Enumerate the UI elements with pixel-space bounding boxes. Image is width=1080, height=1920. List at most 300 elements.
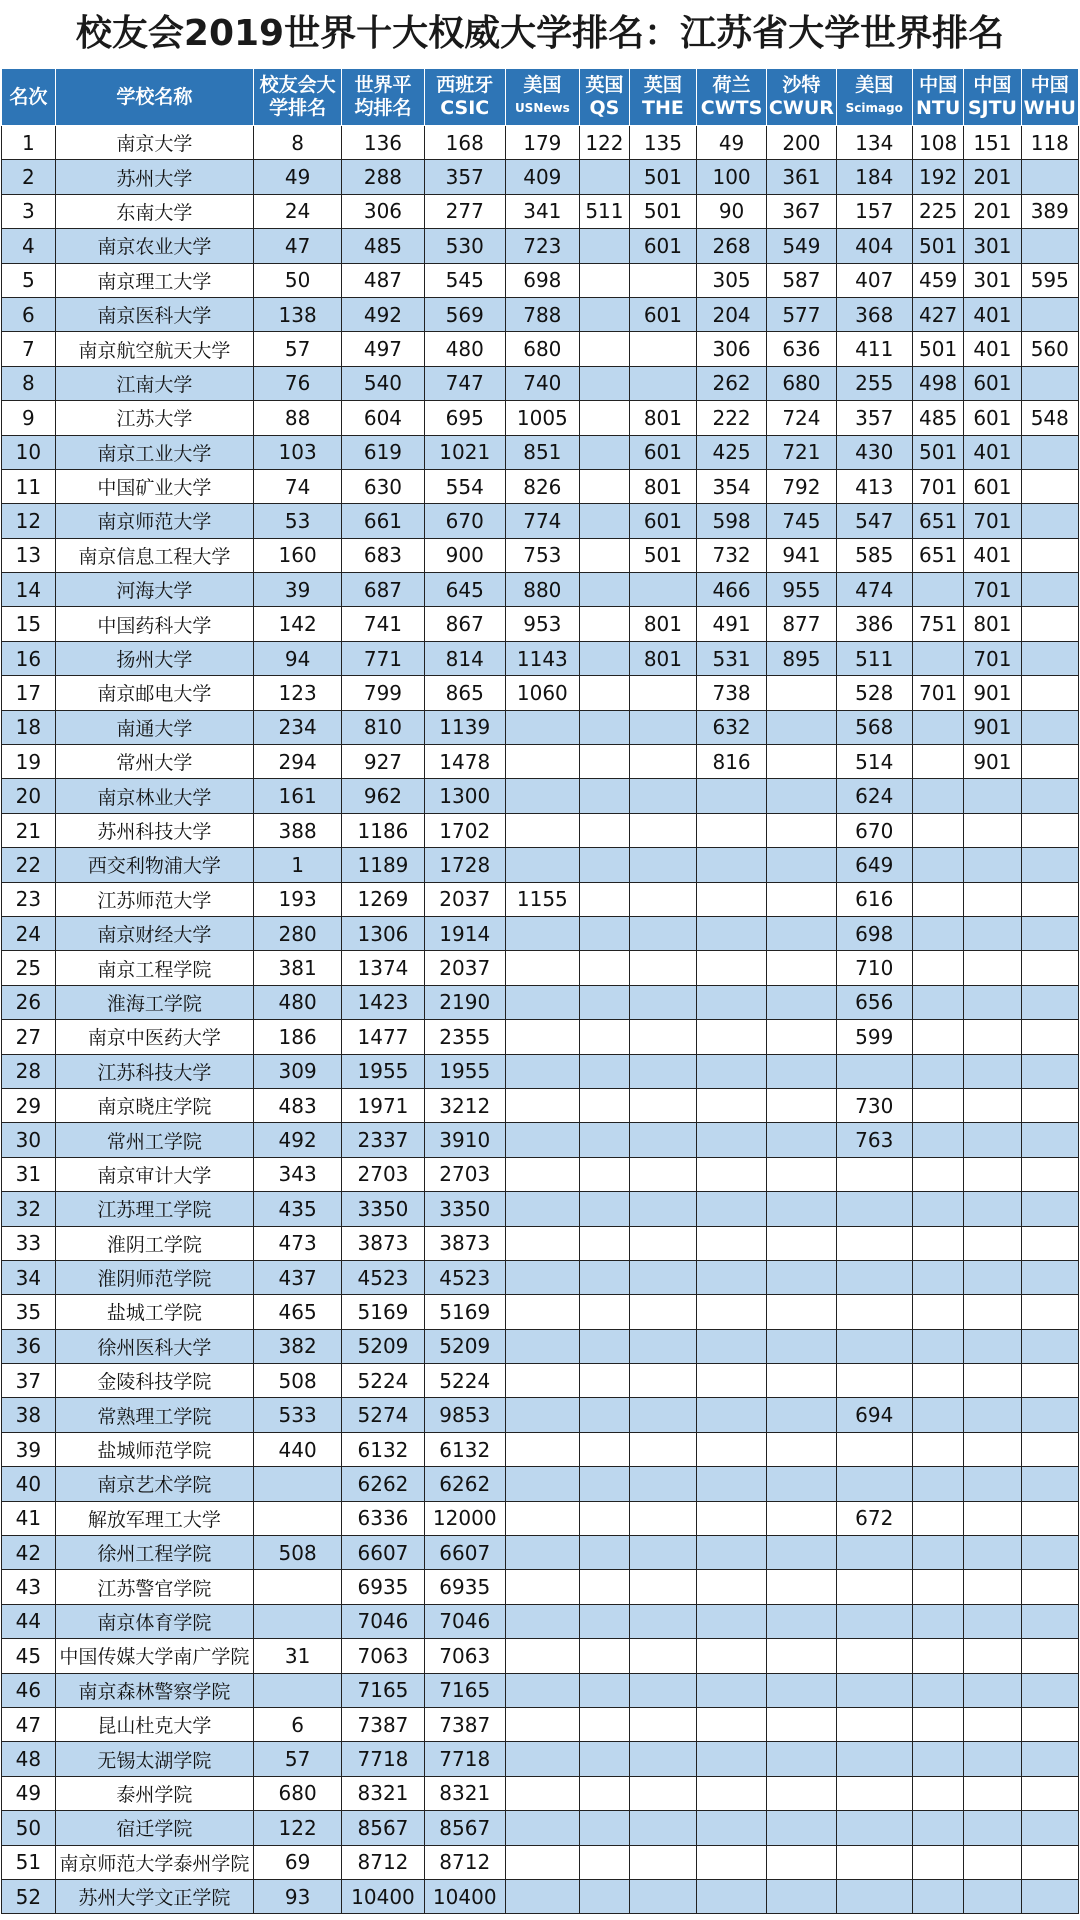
cell-scimago [836,1879,912,1913]
cell-ntu [912,951,963,985]
cell-sjtu [964,1054,1021,1088]
cell-scimago [836,1157,912,1191]
header-usnews-line1: 美国 [523,74,562,96]
table-row [2,1364,1079,1398]
cell-rank: 6 [2,297,56,331]
cell-cwur [767,1329,836,1363]
cell-cuaa-rank: 309 [253,1054,341,1088]
cell-scimago: 568 [836,710,912,744]
header-scimago-line2: Scimago [845,101,903,115]
cell-cwur [767,1673,836,1707]
header-cwur-line1: 沙特 [782,74,821,96]
cell-ntu [912,779,963,813]
cell-cwur [767,1501,836,1535]
cell-rank: 35 [2,1295,56,1329]
cell-world-avg-rank: 1423 [342,985,424,1019]
cell-school-name: 南京大学 [55,126,253,160]
header-ntu-line2: NTU [915,97,961,119]
cell-scimago: 710 [836,951,912,985]
cell-usnews: 1155 [505,882,579,916]
cell-ntu [912,882,963,916]
cell-cwts [696,1260,766,1294]
cell-school-name: 苏州大学 [55,160,253,194]
cell-scimago: 514 [836,745,912,779]
cell-world-avg-rank: 810 [342,710,424,744]
cell-ntu [912,813,963,847]
cell-sjtu: 401 [964,297,1021,331]
cell-cuaa-rank: 31 [253,1639,341,1673]
header-usnews [505,69,579,126]
header-qs-line2: QS [589,97,620,119]
cell-scimago [836,1226,912,1260]
cell-sjtu: 201 [964,194,1021,228]
cell-csic: 2355 [424,1020,505,1054]
cell-world-avg-rank: 1269 [342,882,424,916]
cell-csic: 5209 [424,1329,505,1363]
cell-scimago: 404 [836,229,912,263]
cell-school-name: 南京工业大学 [55,435,253,469]
cell-scimago [836,1845,912,1879]
cell-cuaa-rank: 47 [253,229,341,263]
cell-cwur: 587 [767,263,836,297]
cell-qs [579,366,629,400]
cell-whu [1021,951,1078,985]
cell-csic: 747 [424,366,505,400]
cell-csic: 7718 [424,1742,505,1776]
cell-cwts [696,1157,766,1191]
cell-school-name: 南京审计大学 [55,1157,253,1191]
cell-the [629,745,696,779]
cell-ntu: 651 [912,538,963,572]
cell-qs [579,1260,629,1294]
cell-school-name: 南京农业大学 [55,229,253,263]
cell-whu: 389 [1021,194,1078,228]
cell-sjtu [964,1604,1021,1638]
cell-school-name: 中国药科大学 [55,607,253,641]
cell-scimago: 157 [836,194,912,228]
cell-qs [579,229,629,263]
cell-usnews: 341 [505,194,579,228]
cell-scimago: 134 [836,126,912,160]
cell-cuaa-rank: 343 [253,1157,341,1191]
table-row [2,1088,1079,1122]
cell-scimago: 528 [836,676,912,710]
cell-whu [1021,607,1078,641]
cell-usnews [505,1707,579,1741]
cell-ntu: 501 [912,435,963,469]
cell-scimago [836,1707,912,1741]
cell-school-name: 南京航空航天大学 [55,332,253,366]
cell-whu [1021,1295,1078,1329]
cell-cuaa-rank: 122 [253,1811,341,1845]
cell-school-name: 南京财经大学 [55,916,253,950]
cell-sjtu: 401 [964,538,1021,572]
cell-sjtu [964,1364,1021,1398]
cell-csic: 10400 [424,1879,505,1913]
cell-cuaa-rank: 1 [253,848,341,882]
cell-rank: 16 [2,641,56,675]
cell-usnews [505,1329,579,1363]
header-usnews-line2: USNews [514,101,570,115]
cell-sjtu [964,985,1021,1019]
cell-whu [1021,469,1078,503]
header-world-avg-rank-line1: 世界平 [354,74,412,96]
cell-qs [579,297,629,331]
header-the-line1: 英国 [643,74,682,96]
cell-world-avg-rank: 3873 [342,1226,424,1260]
cell-cwts [696,1673,766,1707]
cell-cwur [767,1811,836,1845]
cell-world-avg-rank: 497 [342,332,424,366]
cell-usnews: 740 [505,366,579,400]
cell-rank: 28 [2,1054,56,1088]
cell-the [629,1570,696,1604]
cell-whu [1021,1776,1078,1810]
cell-world-avg-rank: 741 [342,607,424,641]
cell-ntu [912,1088,963,1122]
cell-world-avg-rank: 7387 [342,1707,424,1741]
cell-cwur [767,1845,836,1879]
cell-cwur [767,1742,836,1776]
cell-cuaa-rank: 76 [253,366,341,400]
cell-rank: 17 [2,676,56,710]
cell-cuaa-rank: 6 [253,1707,341,1741]
cell-cwur [767,1776,836,1810]
cell-the: 501 [629,538,696,572]
header-qs [579,69,629,126]
cell-cwts [696,1501,766,1535]
cell-world-avg-rank: 6132 [342,1432,424,1466]
cell-rank: 10 [2,435,56,469]
cell-school-name: 南京晓庄学院 [55,1088,253,1122]
cell-qs [579,538,629,572]
cell-school-name: 南京师范大学泰州学院 [55,1845,253,1879]
cell-the [629,916,696,950]
cell-cwts [696,1811,766,1845]
table-row [2,1432,1079,1466]
cell-sjtu: 151 [964,126,1021,160]
cell-rank: 23 [2,882,56,916]
cell-usnews: 826 [505,469,579,503]
cell-cwur [767,1432,836,1466]
cell-scimago: 730 [836,1088,912,1122]
cell-school-name: 南京艺术学院 [55,1467,253,1501]
header-whu-line1: 中国 [1030,74,1069,96]
cell-world-avg-rank: 2337 [342,1123,424,1157]
cell-cwts [696,1707,766,1741]
cell-whu [1021,366,1078,400]
table-row [2,1054,1079,1088]
cell-ntu [912,710,963,744]
cell-sjtu [964,1811,1021,1845]
cell-school-name: 南通大学 [55,710,253,744]
cell-sjtu [964,1639,1021,1673]
cell-cwur: 361 [767,160,836,194]
cell-rank: 22 [2,848,56,882]
cell-rank: 50 [2,1811,56,1845]
cell-rank: 5 [2,263,56,297]
cell-sjtu [964,1192,1021,1226]
cell-rank: 27 [2,1020,56,1054]
table-row [2,1192,1079,1226]
cell-cuaa-rank [253,1570,341,1604]
cell-sjtu: 401 [964,332,1021,366]
cell-the: 601 [629,435,696,469]
cell-cwur: 724 [767,401,836,435]
table-row [2,848,1079,882]
cell-sjtu: 601 [964,366,1021,400]
cell-sjtu [964,1845,1021,1879]
cell-world-avg-rank: 927 [342,745,424,779]
cell-whu [1021,1811,1078,1845]
table-row [2,1673,1079,1707]
cell-csic: 7046 [424,1604,505,1638]
cell-usnews [505,985,579,1019]
cell-the [629,1157,696,1191]
cell-cwts: 738 [696,676,766,710]
cell-csic: 3910 [424,1123,505,1157]
cell-scimago [836,1329,912,1363]
cell-ntu: 701 [912,469,963,503]
cell-rank: 13 [2,538,56,572]
cell-scimago: 649 [836,848,912,882]
cell-qs [579,1845,629,1879]
cell-cwur [767,1226,836,1260]
cell-world-avg-rank: 687 [342,573,424,607]
cell-cuaa-rank: 69 [253,1845,341,1879]
table-row [2,1845,1079,1879]
cell-usnews [505,916,579,950]
cell-scimago [836,1536,912,1570]
cell-school-name: 苏州大学文正学院 [55,1879,253,1913]
cell-world-avg-rank: 799 [342,676,424,710]
cell-sjtu [964,1123,1021,1157]
cell-world-avg-rank: 136 [342,126,424,160]
header-sjtu-line1: 中国 [973,74,1012,96]
cell-sjtu: 801 [964,607,1021,641]
cell-cwts: 204 [696,297,766,331]
cell-qs [579,263,629,297]
header-scimago-line1: 美国 [855,74,894,96]
cell-scimago: 413 [836,469,912,503]
cell-ntu [912,1570,963,1604]
cell-school-name: 河海大学 [55,573,253,607]
cell-cwts [696,1467,766,1501]
cell-cuaa-rank: 492 [253,1123,341,1157]
cell-qs: 122 [579,126,629,160]
cell-the [629,1879,696,1913]
cell-cwur [767,813,836,847]
cell-ntu [912,1776,963,1810]
cell-rank: 31 [2,1157,56,1191]
cell-csic: 4523 [424,1260,505,1294]
cell-cwur [767,1570,836,1604]
header-cwts-line1: 荷兰 [712,74,751,96]
cell-school-name: 徐州医科大学 [55,1329,253,1363]
cell-world-avg-rank: 7046 [342,1604,424,1638]
cell-whu [1021,1157,1078,1191]
cell-school-name: 中国传媒大学南广学院 [55,1639,253,1673]
cell-world-avg-rank: 5169 [342,1295,424,1329]
cell-school-name: 盐城工学院 [55,1295,253,1329]
cell-cuaa-rank: 473 [253,1226,341,1260]
cell-world-avg-rank: 485 [342,229,424,263]
cell-usnews [505,1123,579,1157]
cell-csic: 2037 [424,951,505,985]
cell-whu [1021,504,1078,538]
cell-cwts: 306 [696,332,766,366]
cell-rank: 29 [2,1088,56,1122]
cell-rank: 18 [2,710,56,744]
header-rank [2,69,56,126]
cell-cwur [767,710,836,744]
cell-the [629,1364,696,1398]
cell-cuaa-rank: 160 [253,538,341,572]
cell-qs [579,1501,629,1535]
cell-rank: 11 [2,469,56,503]
cell-school-name: 昆山杜克大学 [55,1707,253,1741]
cell-ntu: 501 [912,229,963,263]
cell-cuaa-rank: 50 [253,263,341,297]
cell-sjtu [964,1260,1021,1294]
cell-usnews [505,779,579,813]
cell-rank: 48 [2,1742,56,1776]
cell-usnews: 1143 [505,641,579,675]
cell-rank: 26 [2,985,56,1019]
cell-the [629,1707,696,1741]
cell-the [629,1054,696,1088]
cell-csic: 5224 [424,1364,505,1398]
cell-cwur [767,1536,836,1570]
cell-csic: 1478 [424,745,505,779]
cell-scimago [836,1260,912,1294]
cell-qs [579,469,629,503]
cell-school-name: 西交利物浦大学 [55,848,253,882]
cell-scimago [836,1673,912,1707]
table-row [2,1467,1079,1501]
cell-cwur: 721 [767,435,836,469]
header-qs-line1: 英国 [585,74,624,96]
cell-cwts [696,848,766,882]
cell-cwts [696,1364,766,1398]
cell-rank: 41 [2,1501,56,1535]
cell-rank: 40 [2,1467,56,1501]
cell-whu [1021,1020,1078,1054]
table-row [2,1604,1079,1638]
cell-ntu [912,1295,963,1329]
cell-cuaa-rank: 294 [253,745,341,779]
cell-world-avg-rank: 5274 [342,1398,424,1432]
cell-sjtu: 201 [964,160,1021,194]
cell-csic: 480 [424,332,505,366]
cell-ntu [912,1123,963,1157]
cell-world-avg-rank: 306 [342,194,424,228]
cell-usnews: 774 [505,504,579,538]
cell-whu [1021,1432,1078,1466]
cell-cuaa-rank: 533 [253,1398,341,1432]
cell-scimago [836,1192,912,1226]
cell-school-name: 南京师范大学 [55,504,253,538]
cell-cuaa-rank: 88 [253,401,341,435]
cell-world-avg-rank: 1374 [342,951,424,985]
cell-cwts [696,985,766,1019]
cell-csic: 8567 [424,1811,505,1845]
cell-scimago [836,1467,912,1501]
cell-sjtu [964,1879,1021,1913]
header-csic [424,69,505,126]
cell-usnews [505,848,579,882]
cell-whu: 548 [1021,401,1078,435]
cell-the [629,1329,696,1363]
cell-qs [579,1604,629,1638]
cell-usnews [505,1742,579,1776]
cell-the [629,1776,696,1810]
cell-world-avg-rank: 2703 [342,1157,424,1191]
table-row [2,229,1079,263]
cell-rank: 32 [2,1192,56,1226]
header-world-avg-rank [342,69,424,126]
cell-school-name: 无锡太湖学院 [55,1742,253,1776]
cell-cuaa-rank: 57 [253,332,341,366]
cell-qs [579,1226,629,1260]
cell-usnews: 753 [505,538,579,572]
table-row [2,1501,1079,1535]
cell-school-name: 泰州学院 [55,1776,253,1810]
cell-scimago: 184 [836,160,912,194]
cell-scimago [836,1811,912,1845]
table-row [2,332,1079,366]
table-row [2,401,1079,435]
cell-the [629,1088,696,1122]
cell-cuaa-rank: 123 [253,676,341,710]
cell-ntu [912,1226,963,1260]
cell-usnews [505,1295,579,1329]
cell-rank: 52 [2,1879,56,1913]
cell-cwur [767,1604,836,1638]
cell-whu [1021,710,1078,744]
cell-school-name: 盐城师范学院 [55,1432,253,1466]
cell-qs [579,848,629,882]
cell-school-name: 江苏大学 [55,401,253,435]
cell-world-avg-rank: 604 [342,401,424,435]
cell-rank: 25 [2,951,56,985]
cell-ntu [912,641,963,675]
cell-whu [1021,882,1078,916]
cell-whu [1021,1501,1078,1535]
cell-cwur [767,1879,836,1913]
cell-cwts [696,1604,766,1638]
cell-csic: 1914 [424,916,505,950]
cell-cwur: 200 [767,126,836,160]
cell-csic: 8712 [424,1845,505,1879]
cell-csic: 6262 [424,1467,505,1501]
table-row [2,435,1079,469]
cell-the [629,1398,696,1432]
cell-school-name: 淮阴师范学院 [55,1260,253,1294]
cell-qs [579,1707,629,1741]
cell-whu [1021,1088,1078,1122]
cell-the: 801 [629,641,696,675]
table-row [2,297,1079,331]
cell-cwts [696,882,766,916]
table-row [2,1260,1079,1294]
cell-cwur: 577 [767,297,836,331]
cell-usnews [505,1192,579,1226]
cell-ntu [912,1260,963,1294]
cell-world-avg-rank: 5224 [342,1364,424,1398]
cell-usnews [505,1570,579,1604]
cell-cwur: 680 [767,366,836,400]
